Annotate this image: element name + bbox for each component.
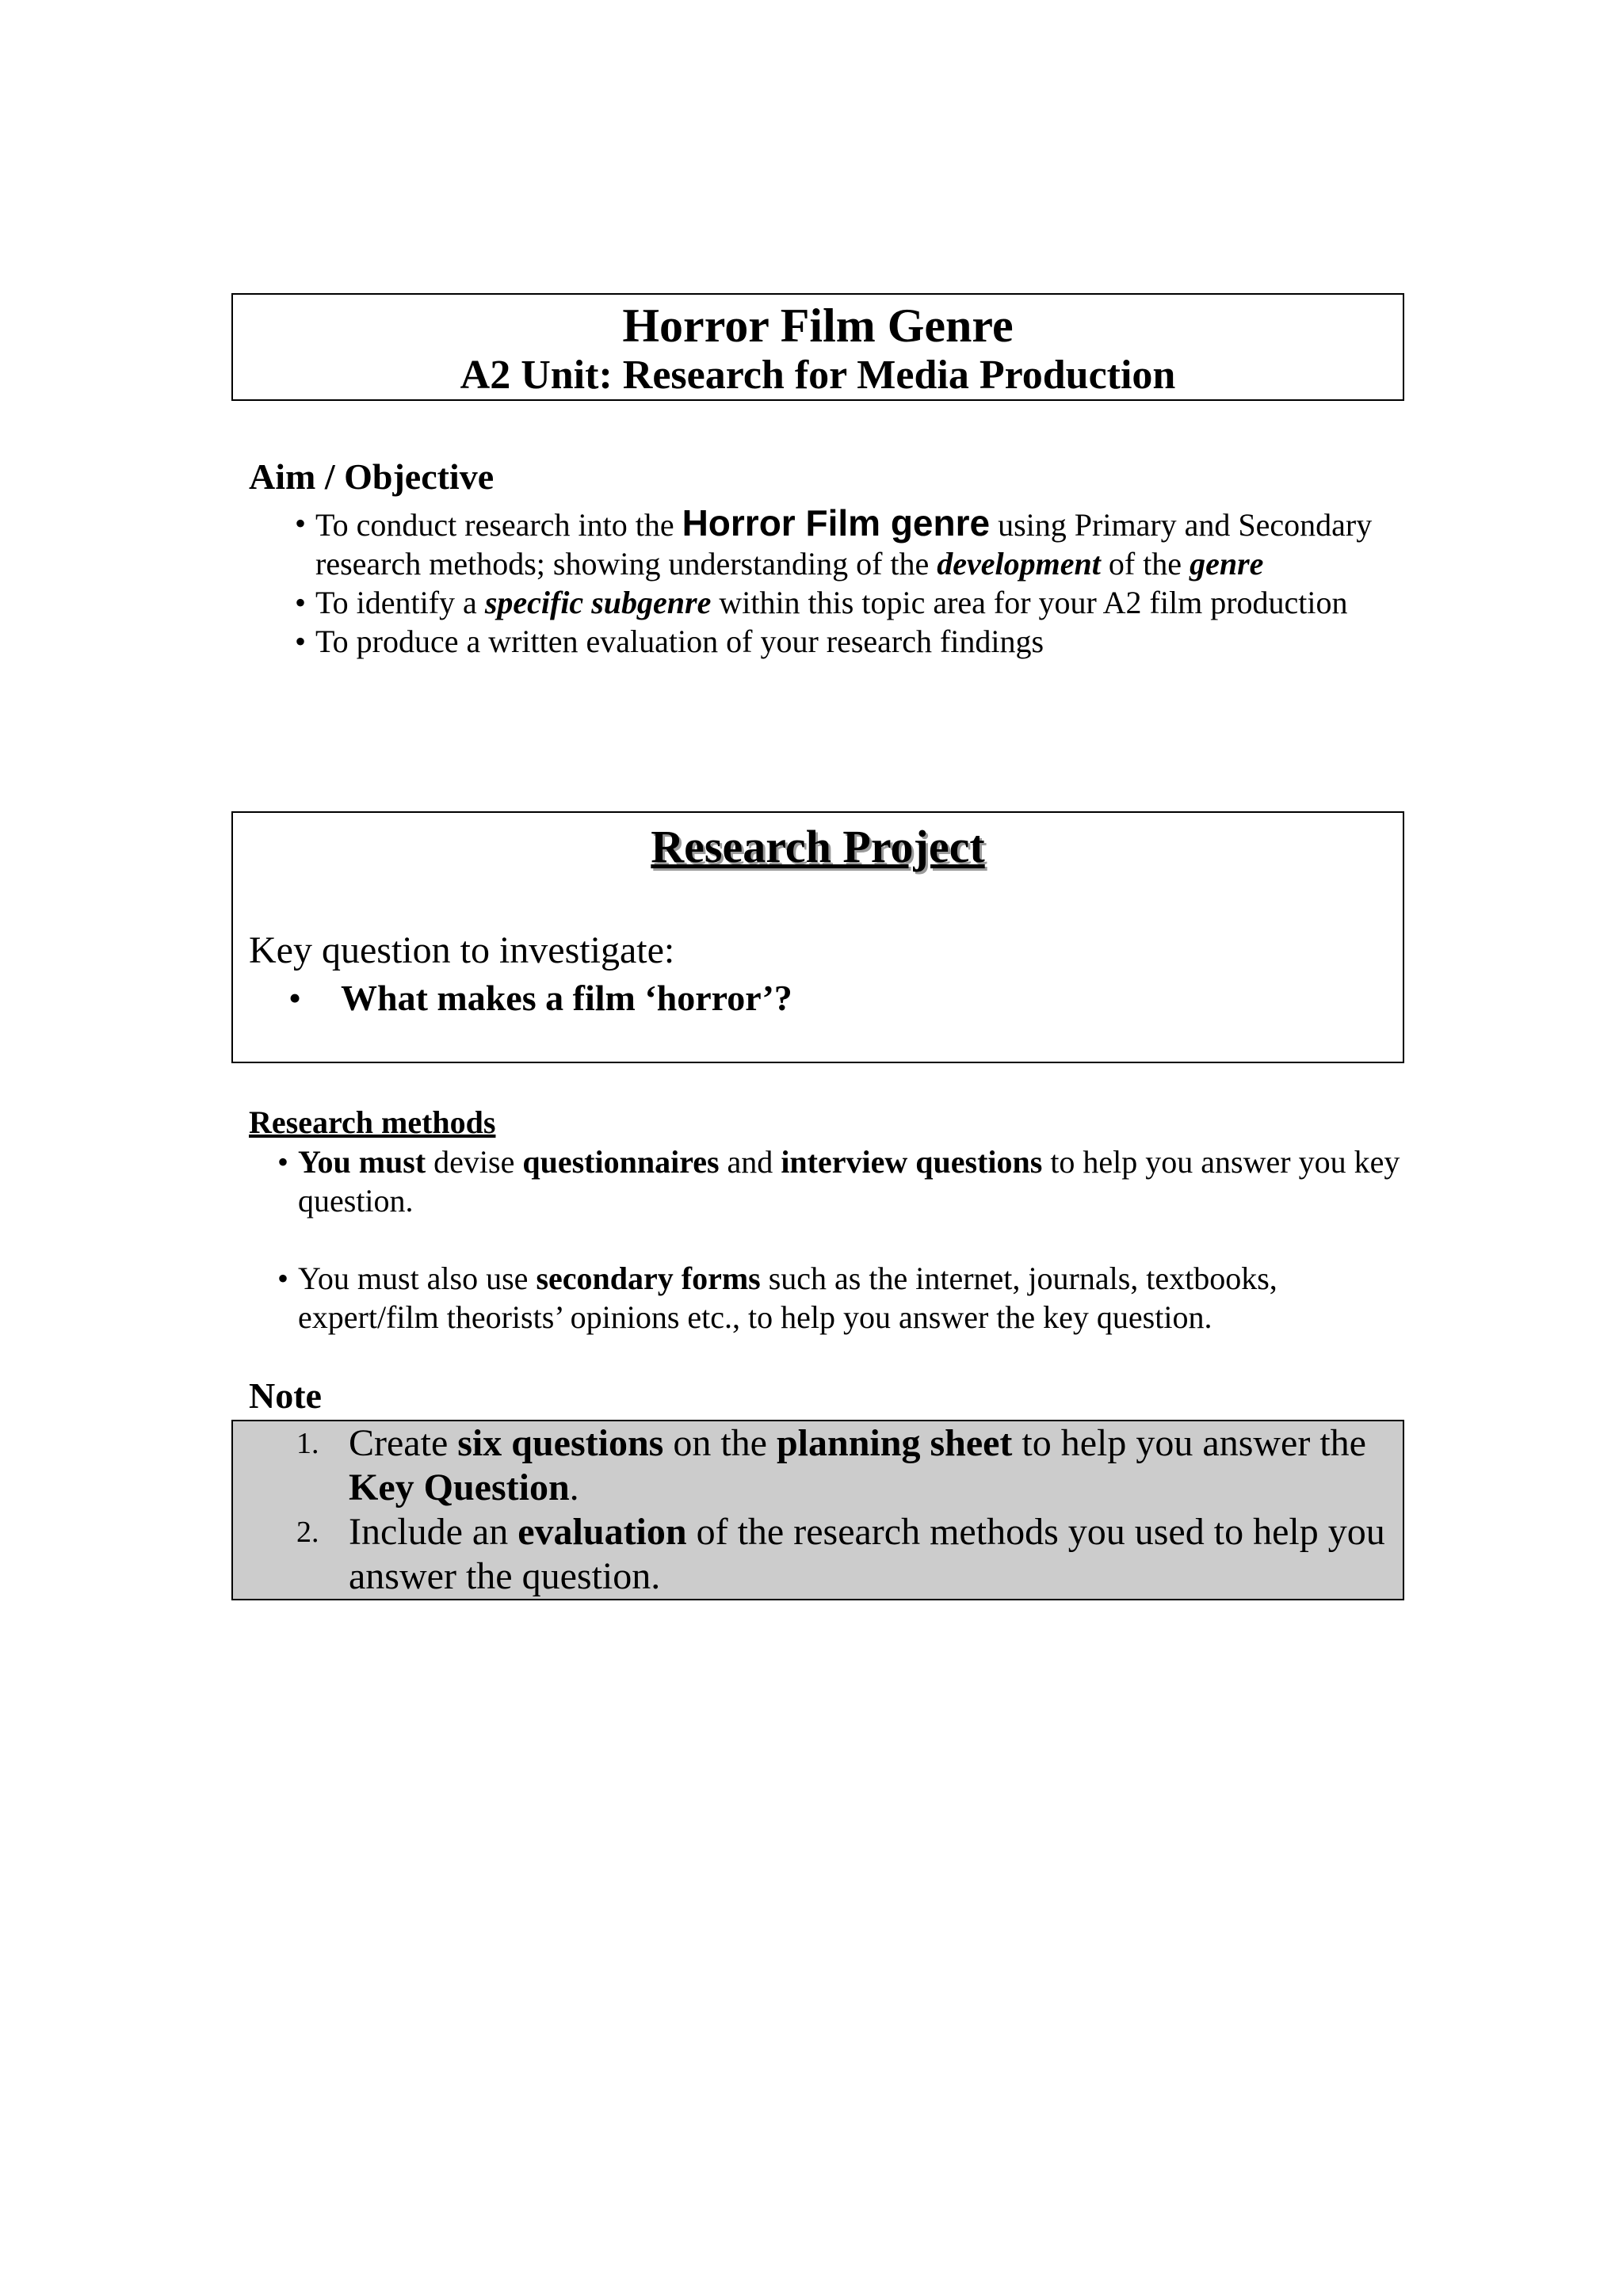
- aim-text: To conduct research into the: [315, 507, 682, 543]
- note-emphasis: six questions: [457, 1422, 664, 1464]
- aim-text: within this topic area for your A2 film production: [711, 585, 1348, 620]
- methods-item: [277, 1142, 1403, 1220]
- aim-text: To produce a written evaluation of your research findings: [315, 624, 1044, 659]
- note-text: to help you answer the: [1012, 1422, 1366, 1464]
- bullet-icon: •: [295, 505, 307, 541]
- methods-item: [277, 1259, 1403, 1337]
- methods-emphasis: You must: [298, 1144, 426, 1180]
- bullet-icon: •: [277, 1261, 289, 1296]
- research-project-box: [231, 811, 1404, 1063]
- note-text: Create: [349, 1422, 458, 1464]
- methods-text: devise: [426, 1144, 523, 1180]
- note-heading: Note: [249, 1375, 322, 1416]
- aim-emphasis: genre: [1190, 546, 1264, 582]
- page-subtitle: A2 Unit: Research for Media Production: [460, 353, 1176, 398]
- note-item: [296, 1510, 1390, 1599]
- note-number: 1.: [296, 1427, 319, 1460]
- bullet-icon: •: [295, 585, 307, 620]
- note-emphasis: Key Question: [349, 1466, 570, 1508]
- aim-text: of the: [1100, 546, 1190, 582]
- bullet-icon: •: [295, 624, 307, 659]
- bullet-icon: •: [288, 978, 302, 1018]
- aim-item: [295, 583, 1388, 622]
- page-title: Horror Film Genre: [622, 299, 1014, 352]
- note-item: [296, 1421, 1390, 1510]
- note-number: 2.: [296, 1516, 319, 1549]
- note-emphasis: planning sheet: [776, 1422, 1013, 1464]
- methods-text: and: [719, 1144, 781, 1180]
- aim-emphasis: Horror Film genre: [682, 502, 991, 543]
- note-text: on the: [663, 1422, 777, 1464]
- note-box: [231, 1420, 1404, 1600]
- note-emphasis: evaluation: [517, 1511, 687, 1553]
- aim-text: using Primary and Secondary research methods; showing understanding of the: [315, 507, 1373, 582]
- research-methods-list: [277, 1142, 1403, 1337]
- title-box: [231, 293, 1404, 401]
- methods-text: You must also use: [298, 1261, 537, 1296]
- methods-emphasis: questionnaires: [522, 1144, 720, 1180]
- key-question-label: Key question to investigate:: [249, 929, 675, 971]
- methods-emphasis: interview questions: [781, 1144, 1043, 1180]
- key-question: [288, 976, 792, 1020]
- aim-item: [295, 504, 1388, 583]
- note-list: [296, 1421, 1390, 1599]
- research-methods-heading: Research methods: [249, 1104, 496, 1140]
- aim-item: [295, 622, 1388, 661]
- aim-heading: Aim / Objective: [249, 456, 495, 497]
- methods-emphasis: secondary forms: [536, 1261, 761, 1296]
- bullet-icon: •: [277, 1144, 289, 1180]
- note-text: Include an: [349, 1511, 518, 1553]
- methods-text: to help you answer you key question.: [298, 1144, 1400, 1219]
- aim-emphasis: specific subgenre: [484, 585, 712, 620]
- aim-emphasis: development: [937, 546, 1101, 582]
- note-text: .: [569, 1466, 579, 1508]
- research-project-title: Research Project: [651, 821, 985, 872]
- note-text: of the research methods you used to help you answer the question.: [349, 1511, 1385, 1597]
- aim-list: [295, 504, 1388, 661]
- methods-text: such as the internet, journals, textbooks, expert/film theorists’ opinions etc., to help you answer the key question.: [298, 1261, 1277, 1335]
- key-question-text: What makes a film ‘horror’?: [341, 978, 792, 1018]
- aim-text: To identify a: [315, 585, 485, 620]
